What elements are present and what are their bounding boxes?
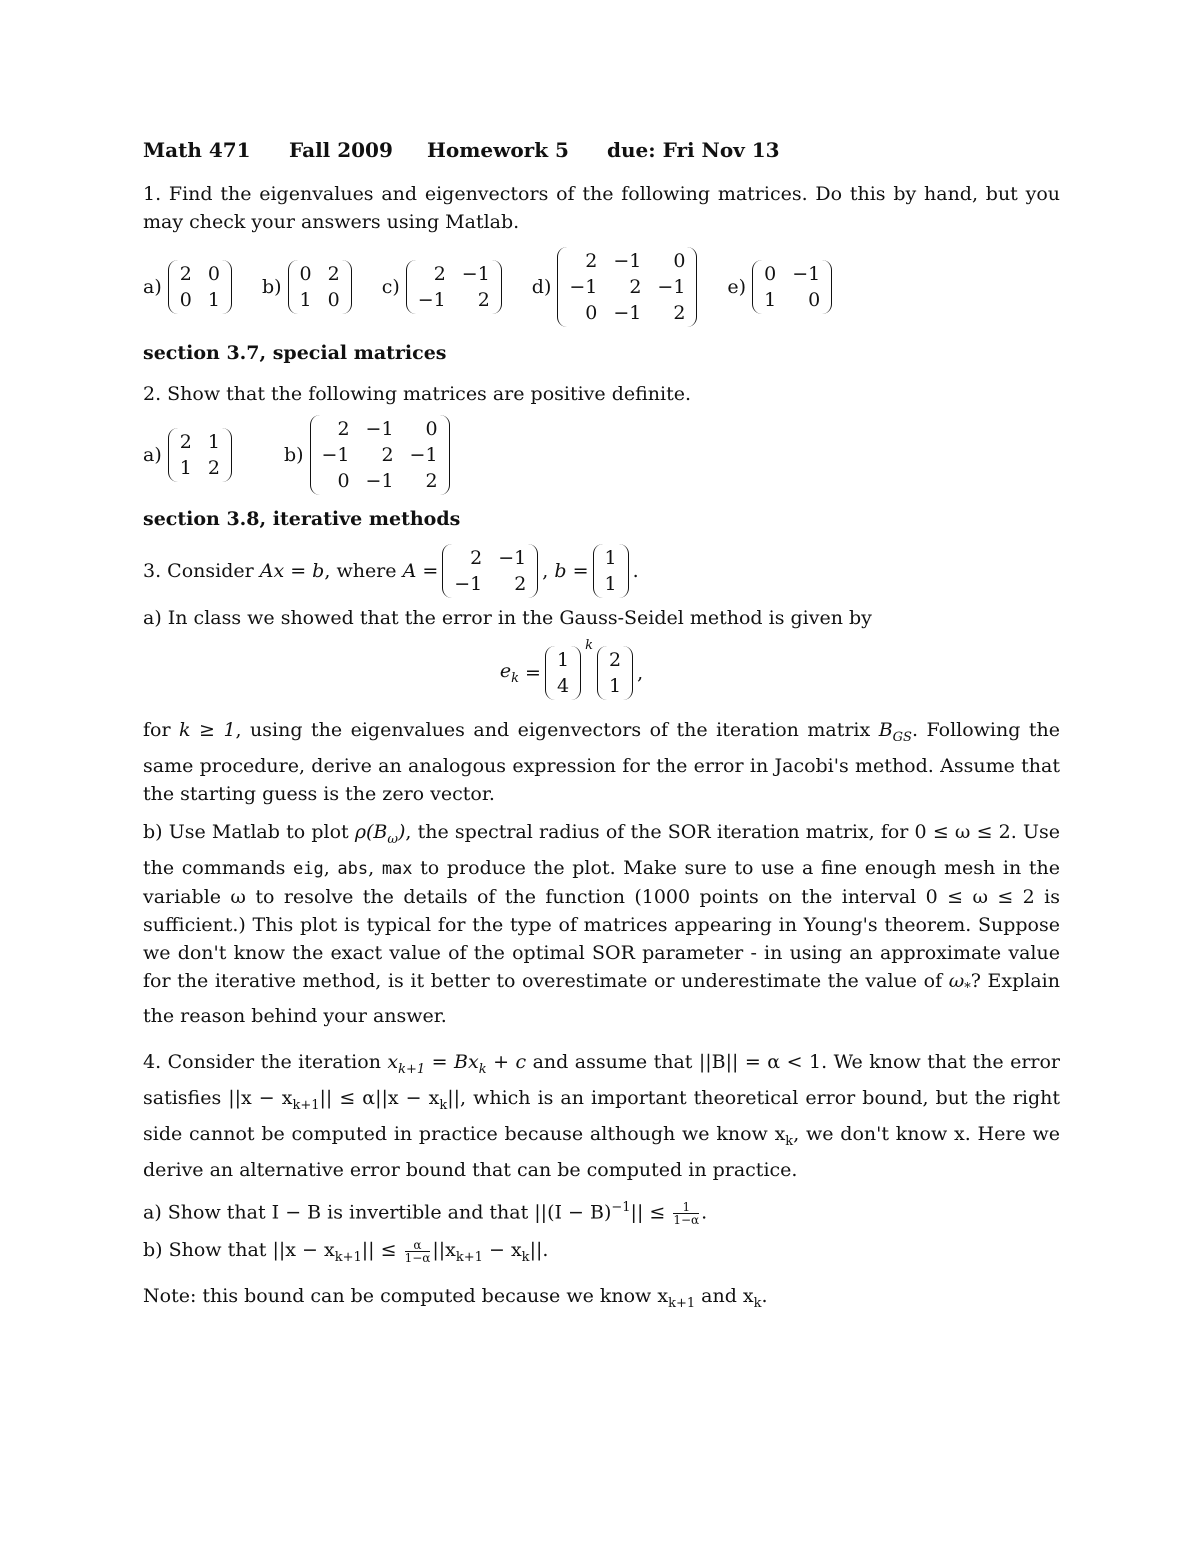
right-paren	[492, 260, 502, 314]
matrix-entry: 2	[608, 649, 622, 671]
matrix-b	[310, 415, 450, 495]
matrix-d	[557, 247, 697, 327]
question-4-text: 4. Consider the iteration $x_{k+1} = Bx_k + c$ and assume that ||B|| = α < 1. We know that the error satisfies $||x - x_{k+1}|| \le \alpha||x - x_k||$, which is an important theoretical error bound, but the right side cannot be computed in practice because although we know $x_k$, we don't know x. Here we derive an alternative error bound that can be computed in practice.	[143, 1051, 1061, 1181]
matrix-entry: 2	[381, 444, 394, 466]
term: Fall 2009	[289, 138, 393, 162]
matrix-label: a)	[143, 444, 162, 466]
matrix-entry: −1	[365, 470, 394, 492]
question-2-text: 2. Show that the following matrices are positive definite.	[143, 383, 692, 405]
left-paren	[442, 544, 452, 598]
matrix-entry: 1	[207, 289, 220, 311]
matrix-A	[438, 544, 542, 598]
q3b-text: b) Use Matlab to plot $\rho(B_\omega)$, the spectral radius of the SOR iteration matrix, for 0 ≤ ω ≤ 2. Use the commands eig, abs, max to produce the plot. Make sure to use a fine enough mesh in the variable ω to resolve the details of the function (1000 points on the interval 0 ≤ ω ≤ 2 is sufficient.) This plot is typical for the type of matrices appearing in Young's theorem. Suppose we don't know the exact value of the optimal SOR parameter - in using an approximate value for the iterative method, is it better to overestimate or underestimate the value of $\omega_*$? Explain the reason behind your answer.	[143, 820, 1060, 1028]
q4b-text: b) Show that $||x - x_{k+1}||$ ≤ $\frac{\alpha}{1-\alpha}$ $||x_{k+1} - x_k||$.	[143, 1237, 549, 1265]
left-paren	[545, 646, 555, 700]
matrix-entry: −1	[657, 276, 686, 298]
right-paren	[528, 544, 538, 598]
matrix-entry: −1	[613, 302, 642, 324]
right-paren	[623, 646, 633, 700]
matrix-label: a)	[143, 276, 162, 298]
left-paren	[168, 428, 178, 482]
matrix-entry: −1	[498, 547, 527, 569]
matrix-b	[288, 260, 352, 314]
matrix-entry: 0	[179, 289, 192, 311]
matrix-entry: 2	[179, 263, 192, 285]
question-1-text: 1. Find the eigenvalues and eigenvectors of the following matrices. Do this by hand, but you may check your answers using Matlab.	[143, 183, 1060, 233]
matrix-entry: 1	[608, 675, 622, 697]
matrix-entry: 2	[433, 263, 446, 285]
matrix-entry: 0	[585, 302, 598, 324]
matrix-entry: 1	[179, 457, 192, 479]
matrix-label: e)	[727, 276, 747, 298]
vector-b-body	[593, 544, 629, 598]
vector-b	[589, 544, 633, 598]
matrix-label: b)	[261, 276, 282, 298]
matrix-label: d)	[531, 276, 552, 298]
matrix-entry: 0	[808, 289, 821, 311]
right-paren	[687, 247, 697, 327]
left-paren	[288, 260, 298, 314]
cmd-abs: abs	[337, 858, 369, 879]
assignment-title: Homework 5	[427, 138, 569, 162]
matrix-entry: 1	[764, 289, 777, 311]
vector-21	[593, 646, 637, 700]
matrix-entry: −1	[417, 289, 446, 311]
right-paren	[342, 260, 352, 314]
matrix-entry: 2	[470, 547, 483, 569]
quarter-vector	[541, 646, 585, 700]
left-paren	[406, 260, 416, 314]
question-3-statement: 3. Consider Ax = b , where A = 2 −1 −1 2 , b = 1 1 .	[143, 542, 1060, 600]
matrix-entry: 0	[673, 250, 686, 272]
matrix-entry: 2	[425, 470, 438, 492]
equals-sign: =	[519, 662, 541, 684]
error-formula: $e_k$ = 1 4 $^k$ 2 1 ,	[143, 636, 1060, 710]
matrix-entry: −1	[461, 263, 490, 285]
matrix-label: c)	[381, 276, 400, 298]
power-k: k	[585, 638, 593, 653]
left-paren	[752, 260, 762, 314]
left-paren	[310, 415, 320, 495]
left-paren	[593, 544, 603, 598]
matrix-e	[752, 260, 832, 314]
matrix-entry: 2	[207, 457, 220, 479]
q3-where: , where	[324, 560, 403, 582]
q3a-continued: for k ≥ 1, using the eigenvalues and eigenvectors of the iteration matrix $B_{GS}$. Following the same procedure, derive an analogous expression for the error in Jacobi's method. Assume that the starting guess is the zero vector.	[143, 719, 1060, 805]
right-paren	[440, 415, 450, 495]
matrix-entry: 1	[604, 573, 617, 595]
matrix-entry: 2	[673, 302, 686, 324]
question-2-matrices	[143, 412, 1060, 498]
matrix-entry: 0	[425, 418, 438, 440]
q3-intro: 3. Consider	[143, 560, 260, 582]
q3-equation: Ax = b	[259, 560, 325, 582]
matrix-entry: 0	[337, 470, 350, 492]
q3-a-eq: A =	[402, 560, 439, 582]
matrix-entry: −1	[569, 276, 598, 298]
matrix-entry: 1	[299, 289, 312, 311]
question-1-matrices	[143, 242, 1060, 332]
section-3-8-heading: section 3.8, iterative methods	[143, 508, 461, 530]
vector-21-body	[597, 646, 633, 700]
matrix-entry: −1	[792, 263, 821, 285]
matrix-entry: 2	[629, 276, 642, 298]
matrix-entry: −1	[365, 418, 394, 440]
matrix-a	[168, 428, 232, 482]
cmd-max: max	[381, 858, 413, 879]
q4a-text: a) Show that I − B is invertible and that $||(I - B)^{-1}||$ ≤ $\frac{1}{1-\alpha}$ .	[143, 1199, 708, 1227]
matrix-entry: 2	[327, 263, 340, 285]
matrix-entry: 4	[556, 675, 570, 697]
right-paren	[619, 544, 629, 598]
matrix-entry: 0	[207, 263, 220, 285]
left-paren	[557, 247, 567, 327]
ek-symbol: $e_k$	[499, 660, 520, 686]
right-paren	[822, 260, 832, 314]
matrix-entry: −1	[454, 573, 483, 595]
left-paren	[168, 260, 178, 314]
q3-b-eq: b =	[554, 560, 589, 582]
section-3-7-heading: section 3.7, special matrices	[143, 342, 447, 364]
matrix-entry: 2	[585, 250, 598, 272]
matrix-entry: 1	[207, 431, 220, 453]
matrix-entry: 1	[604, 547, 617, 569]
q3a-text: a) In class we showed that the error in the Gauss-Seidel method is given by	[143, 607, 872, 629]
due-date: due: Fri Nov 13	[607, 138, 780, 162]
matrix-entry: 0	[764, 263, 777, 285]
matrix-entry: −1	[613, 250, 642, 272]
quarter-body	[545, 646, 581, 700]
left-paren	[597, 646, 607, 700]
cmd-eig: eig	[293, 858, 324, 879]
matrix-entry: −1	[321, 444, 350, 466]
q4-note: Note: this bound can be computed because we know $x_{k+1}$ and $x_k$.	[143, 1284, 768, 1311]
matrix-c	[406, 260, 502, 314]
homework-page	[143, 138, 1060, 1318]
matrix-entry: −1	[409, 444, 438, 466]
right-paren	[222, 260, 232, 314]
matrix-entry: 0	[327, 289, 340, 311]
matrix-entry: 2	[337, 418, 350, 440]
matrix-label: b)	[283, 444, 304, 466]
course-title: Math 471	[143, 138, 251, 162]
matrix-A-body	[442, 544, 538, 598]
header	[143, 138, 1060, 162]
matrix-entry: 2	[179, 431, 192, 453]
matrix-entry: 2	[514, 573, 527, 595]
matrix-entry: 2	[477, 289, 490, 311]
right-paren	[222, 428, 232, 482]
matrix-a	[168, 260, 232, 314]
right-paren	[571, 646, 581, 700]
matrix-entry: 1	[556, 649, 570, 671]
matrix-entry: 0	[299, 263, 312, 285]
